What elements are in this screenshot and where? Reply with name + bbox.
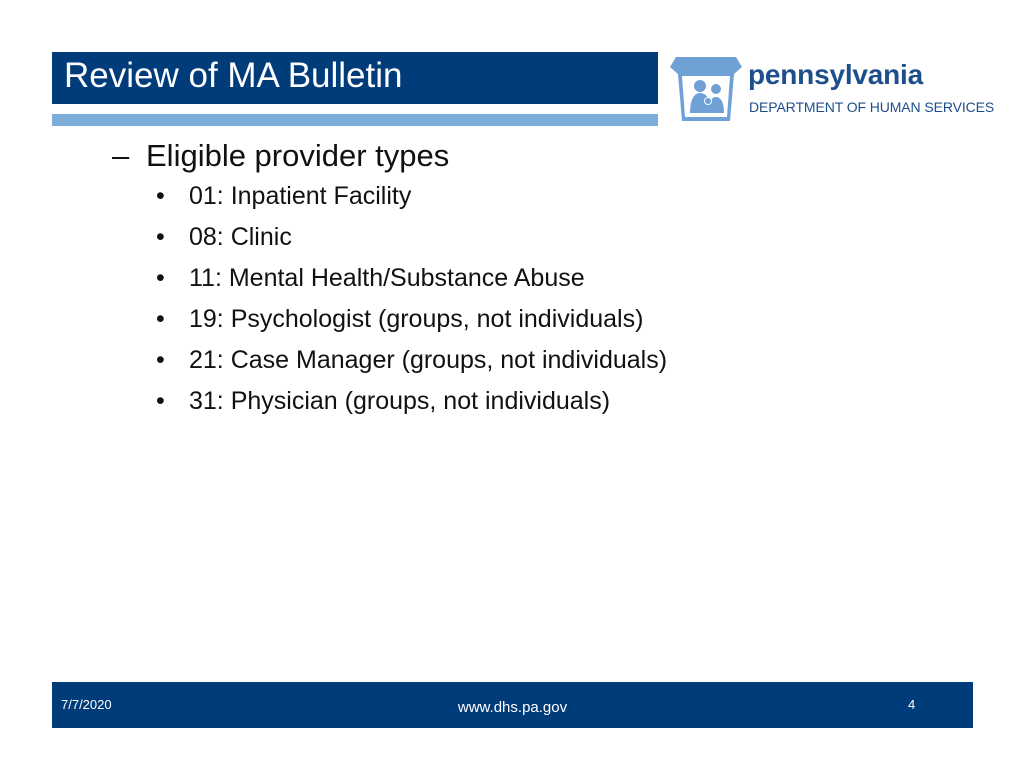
logo-department: DEPARTMENT OF HUMAN SERVICES: [749, 99, 995, 115]
footer-date: 7/7/2020: [61, 697, 112, 712]
bullet-marker: •: [156, 223, 165, 251]
bullet-marker: •: [156, 182, 165, 210]
footer-url[interactable]: www.dhs.pa.gov: [457, 699, 568, 716]
list-item-text: 08: Clinic: [189, 223, 292, 251]
dash-marker: –: [112, 138, 130, 173]
list-item-text: 19: Psychologist (groups, not individuals): [189, 305, 644, 333]
bullet-marker: •: [156, 346, 165, 374]
list-item-text: 31: Physician (groups, not individuals): [189, 387, 611, 415]
list-item-text: 11: Mental Health/Substance Abuse: [189, 264, 585, 292]
page-number: 4: [908, 697, 916, 712]
slide-title: Review of MA Bulletin: [64, 56, 403, 95]
bullet-marker: •: [156, 264, 165, 292]
bullet-marker: •: [156, 387, 165, 415]
bullet-marker: •: [156, 305, 165, 333]
list-item-text: 01: Inpatient Facility: [189, 182, 412, 210]
logo-name: pennsylvania: [748, 59, 924, 90]
list-item-text: 21: Case Manager (groups, not individuals): [189, 346, 668, 374]
content-heading-text: Eligible provider types: [146, 138, 450, 173]
footer-bar: [52, 682, 973, 728]
